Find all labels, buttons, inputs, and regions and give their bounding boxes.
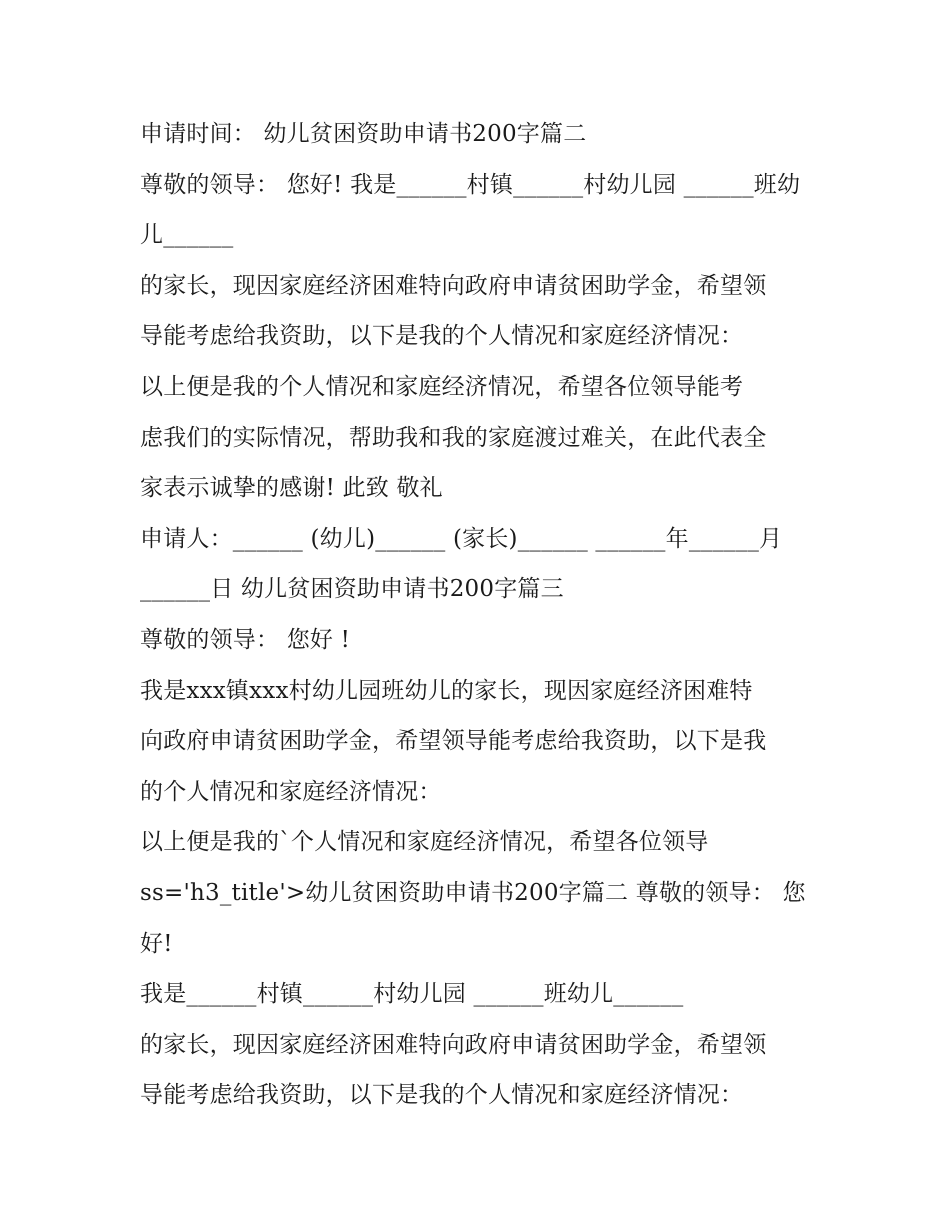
text-line: 的个人情况和家庭经济情况： bbox=[140, 778, 442, 805]
text-line: ______日 幼儿贫困资助申请书200字篇三 bbox=[140, 576, 564, 603]
text-line: 我是______村镇______村幼儿园 ______班幼儿______ bbox=[140, 981, 684, 1008]
text-line: 导能考虑给我资助，以下是我的个人情况和家庭经济情况： bbox=[140, 323, 744, 350]
text-line: 以上便是我的`个人情况和家庭经济情况，希望各位领导 bbox=[140, 829, 709, 856]
text-line: 儿______ bbox=[140, 222, 234, 249]
text-line: 我是xxx镇xxx村幼儿园班幼儿的家长，现因家庭经济困难特 bbox=[140, 677, 753, 704]
text-line: 以上便是我的个人情况和家庭经济情况，希望各位领导能考 bbox=[140, 373, 744, 400]
text-line: 申请时间： 幼儿贫困资助申请书200字篇二 bbox=[140, 121, 587, 147]
text-line: ss='h3_title'>幼儿贫困资助申请书200字篇二 尊敬的领导： 您 bbox=[140, 879, 806, 906]
text-line: 虑我们的实际情况，帮助我和我的家庭渡过难关，在此代表全 bbox=[140, 424, 767, 451]
text-line: 家表示诚挚的感谢! 此致 敬礼 bbox=[140, 475, 443, 502]
text-line: 导能考虑给我资助，以下是我的个人情况和家庭经济情况： bbox=[140, 1082, 744, 1109]
text-line: 申请人：______ (幼儿)______ (家长)______ ______年______月 bbox=[140, 525, 783, 552]
text-line: 尊敬的领导： 您好! 我是______村镇______村幼儿园 ______班幼 bbox=[140, 171, 801, 198]
document-body bbox=[140, 109, 820, 1121]
text-line: 的家长，现因家庭经济困难特向政府申请贫困助学金，希望领 bbox=[140, 1031, 767, 1058]
text-line: 的家长，现因家庭经济困难特向政府申请贫困助学金，希望领 bbox=[140, 272, 767, 299]
text-line: 尊敬的领导： 您好 ! bbox=[140, 626, 351, 653]
text-line: 好! bbox=[140, 930, 173, 957]
text-line: 向政府申请贫困助学金，希望领导能考虑给我资助，以下是我 bbox=[140, 728, 767, 755]
